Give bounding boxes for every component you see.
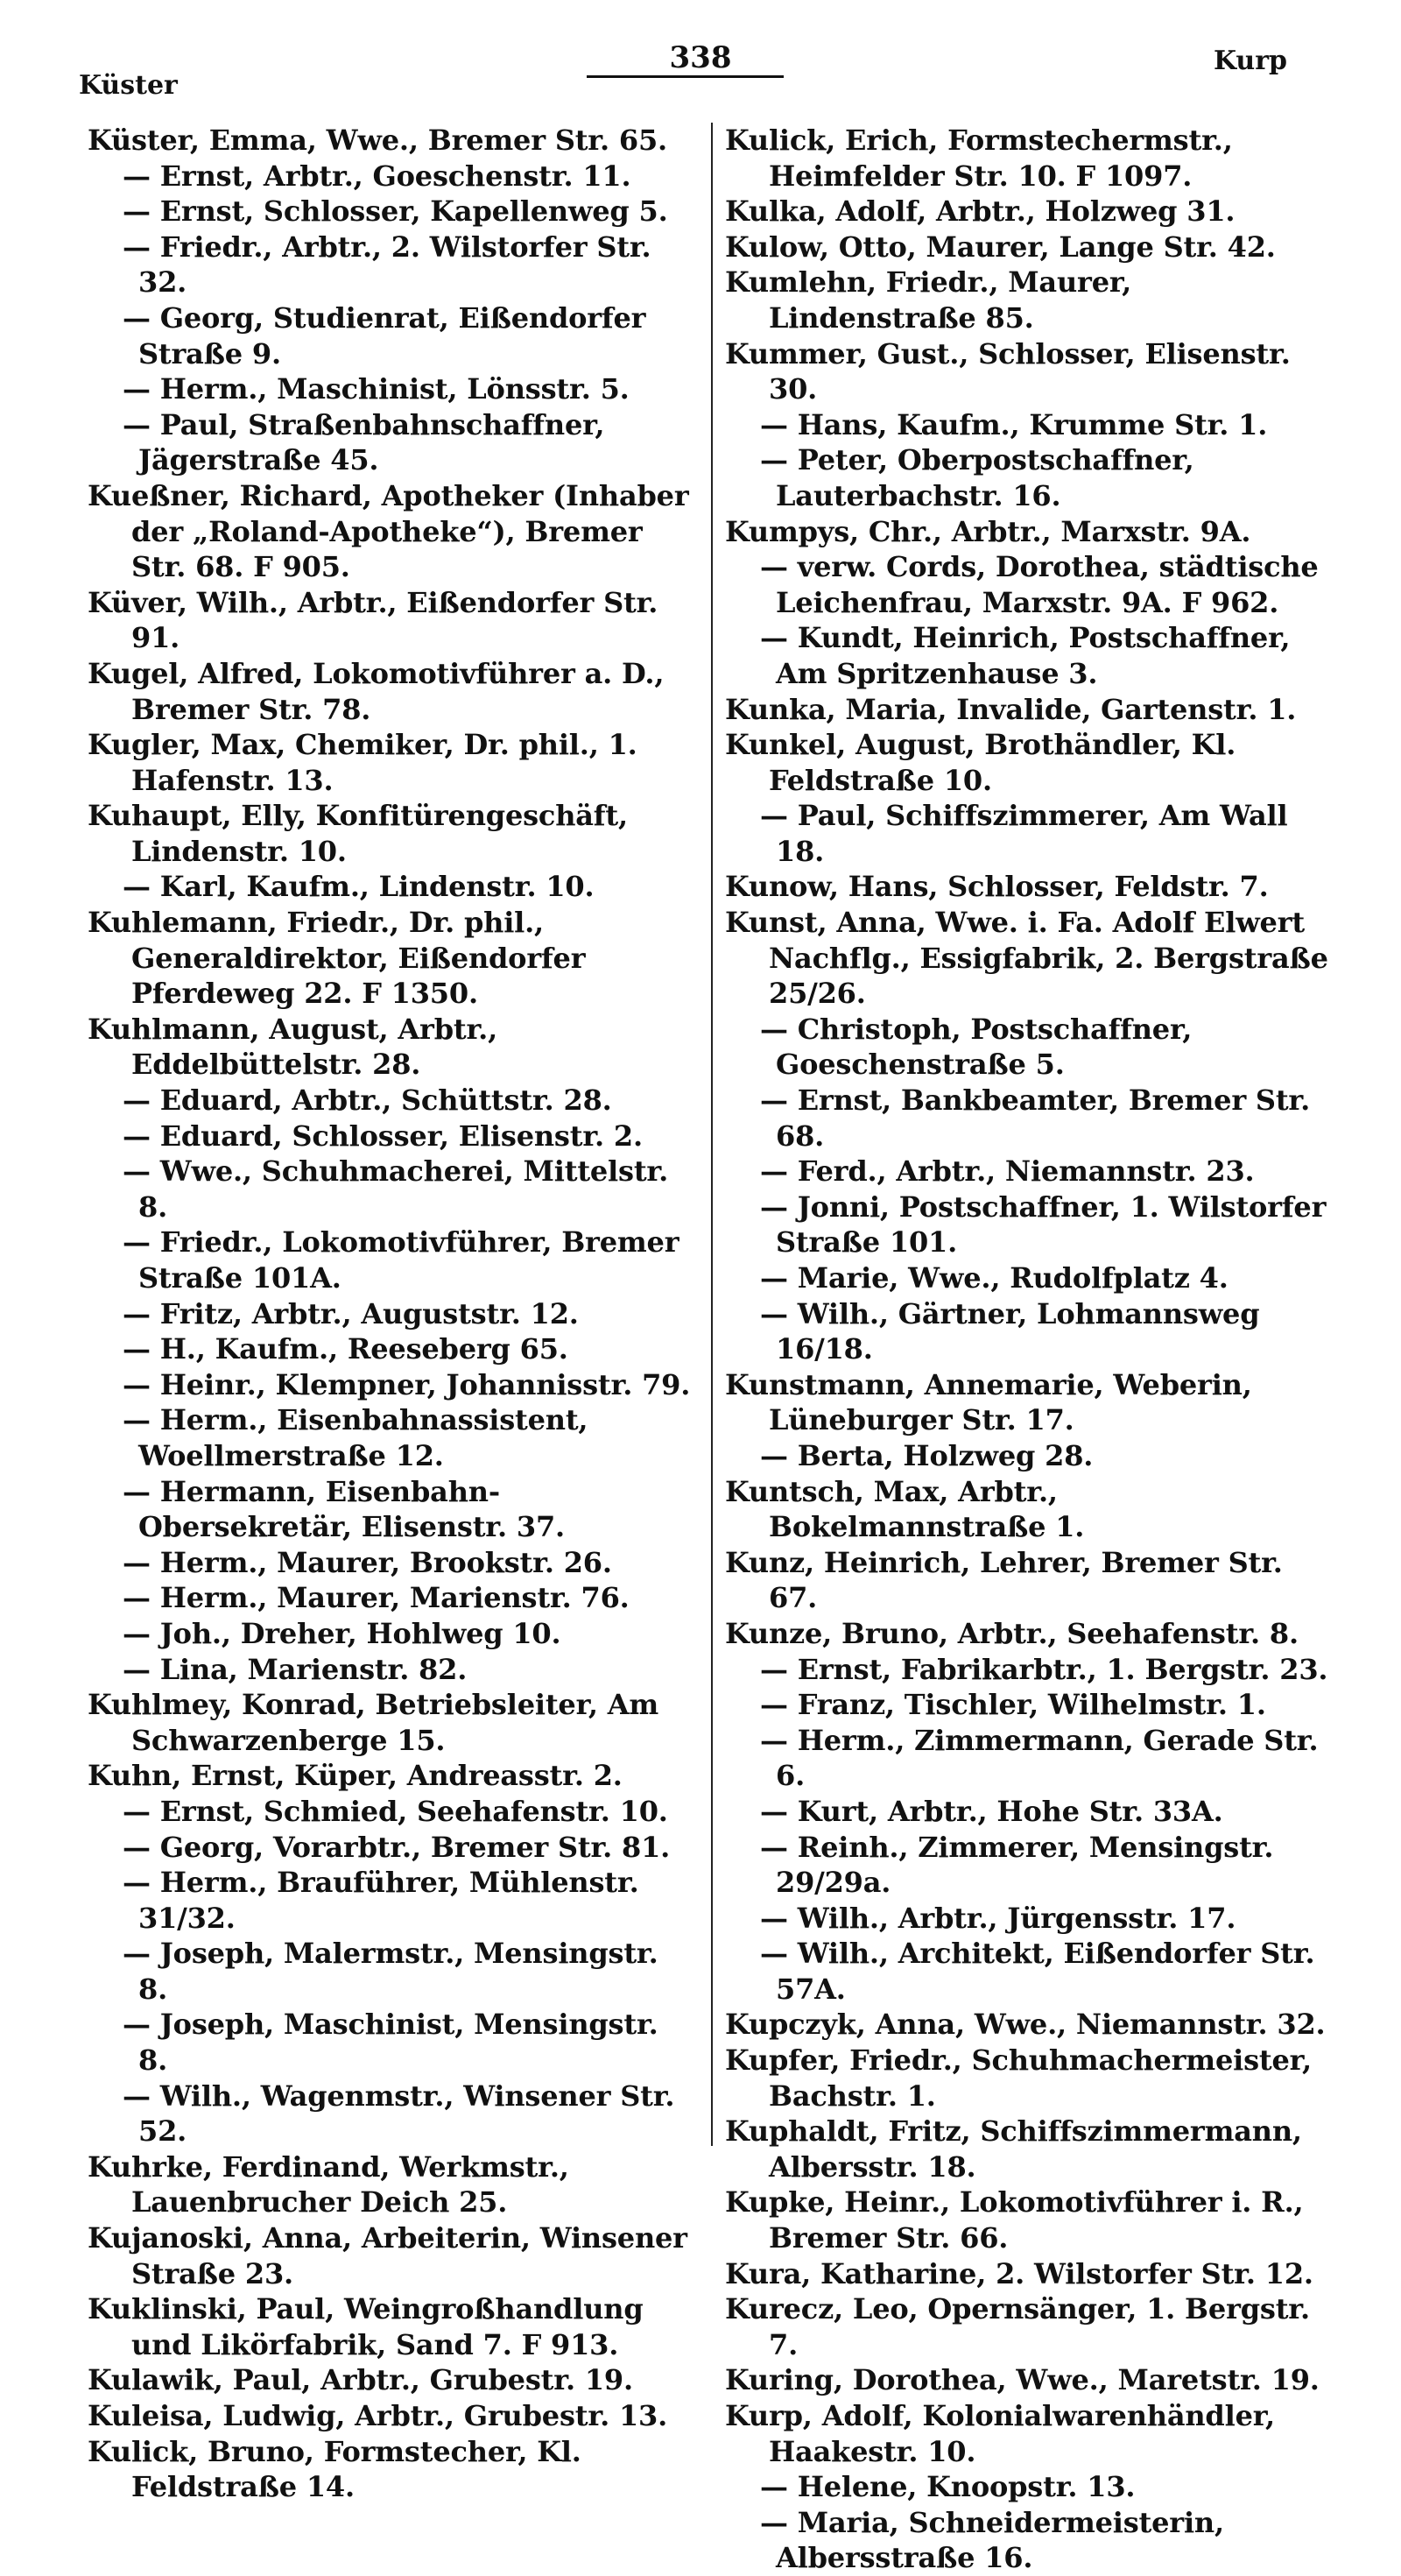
directory-entry: — Wwe., Schuhmacherei, Mittelstr. 8. — [123, 1154, 669, 1224]
right-column — [725, 123, 1329, 2576]
directory-entry: — Friedr., Lokomotivführer, Bremer Straße 101A. — [123, 1225, 679, 1295]
directory-entry: Kura, Katharine, 2. Wilstorfer Str. 12. — [725, 2256, 1313, 2290]
directory-entry: Kugel, Alfred, Lokomotivführer a. D., Bremer Str. 78. — [88, 656, 665, 726]
directory-entry: Kunkel, August, Brothändler, Kl. Feldstraße 10. — [725, 728, 1236, 797]
directory-entry: Kunka, Maria, Invalide, Gartenstr. 1. — [725, 692, 1297, 726]
directory-entry: — Kundt, Heinrich, Postschaffner, Am Spritzenhause 3. — [760, 621, 1291, 690]
directory-entry: — Christoph, Postschaffner, Goeschenstraße 5. — [760, 1012, 1193, 1082]
directory-entry: Kulick, Bruno, Formstecher, Kl. Feldstraße 14. — [88, 2434, 581, 2504]
running-head-right: Kurp — [1213, 46, 1287, 76]
directory-entry: Küver, Wilh., Arbtr., Eißendorfer Str. 91. — [88, 585, 658, 655]
directory-entry: — Hans, Kaufm., Krumme Str. 1. — [760, 407, 1268, 441]
page-number-rule — [587, 75, 784, 78]
directory-entry: — Herm., Brauführer, Mühlenstr. 31/32. — [123, 1866, 639, 1935]
directory-entry: Kuphaldt, Fritz, Schiffszimmermann, Albersstr. 18. — [725, 2114, 1302, 2184]
directory-entry: Kulow, Otto, Maurer, Lange Str. 42. — [725, 229, 1276, 264]
directory-entry: — Helene, Knoopstr. 13. — [760, 2470, 1136, 2504]
directory-entry: — Herm., Maschinist, Lönsstr. 5. — [123, 372, 630, 406]
directory-entry: — Friedr., Arbtr., 2. Wilstorfer Str. 32. — [123, 229, 651, 300]
page-number: 338 — [669, 40, 732, 75]
directory-entry: Kulka, Adolf, Arbtr., Holzweg 31. — [725, 194, 1236, 229]
directory-entry: — Ernst, Schmied, Seehafenstr. 10. — [123, 1794, 668, 1828]
directory-entry: — Ferd., Arbtr., Niemannstr. 23. — [760, 1154, 1255, 1189]
directory-entry: Kuhrke, Ferdinand, Werkmstr., Lauenbrucher Deich 25. — [88, 2149, 569, 2220]
directory-entry: — Heinr., Klempner, Johannisstr. 79. — [123, 1367, 691, 1401]
directory-entry: — Jonni, Postschaffner, 1. Wilstorfer Straße 101. — [760, 1189, 1327, 1260]
directory-entry: — Wilh., Arbtr., Jürgensstr. 17. — [760, 1901, 1236, 1935]
directory-entry: Kunstmann, Annemarie, Weberin, Lüneburger Str. 17. — [725, 1367, 1252, 1437]
directory-entry: — Ernst, Fabrikarbtr., 1. Bergstr. 23. — [760, 1652, 1328, 1686]
directory-entry: Kupczyk, Anna, Wwe., Niemannstr. 32. — [725, 2008, 1326, 2042]
directory-entry: — Ernst, Schlosser, Kapellenweg 5. — [123, 194, 668, 229]
directory-entry: Kuhlmey, Konrad, Betriebsleiter, Am Schwarzenberge 15. — [88, 1688, 659, 1757]
directory-entry: — Herm., Eisenbahnassistent, Woellmerstraße 12. — [123, 1403, 588, 1472]
directory-entry: — Georg, Studienrat, Eißendorfer Straße 9. — [123, 300, 646, 371]
directory-entry: — Marie, Wwe., Rudolfplatz 4. — [760, 1261, 1229, 1295]
directory-entry: — Paul, Straßenbahnschaffner, Jägerstraße 45. — [123, 407, 605, 477]
left-column — [88, 123, 692, 2505]
directory-entry: — verw. Cords, Dorothea, städtische Leichenfrau, Marxstr. 9A. F 962. — [760, 550, 1319, 619]
directory-entry: Kumlehn, Friedr., Maurer, Lindenstraße 85. — [725, 265, 1132, 335]
directory-entry: Küster, Emma, Wwe., Bremer Str. 65. — [88, 124, 667, 157]
directory-entry: Kunst, Anna, Wwe. i. Fa. Adolf Elwert Nachflg., Essigfabrik, 2. Bergstraße 25/26. — [725, 906, 1328, 1011]
directory-entry: — Herm., Zimmermann, Gerade Str. 6. — [760, 1723, 1319, 1793]
directory-entry: Kujanoski, Anna, Arbeiterin, Winsener Straße 23. — [88, 2221, 687, 2290]
directory-entry: Kumpys, Chr., Arbtr., Marxstr. 9A. — [725, 514, 1251, 548]
directory-entry: Kuhlmann, August, Arbtr., Eddelbüttelstr. 28. — [88, 1012, 498, 1082]
directory-entry: Kummer, Gust., Schlosser, Elisenstr. 30. — [725, 336, 1291, 406]
directory-entry: Kunow, Hans, Schlosser, Feldstr. 7. — [725, 870, 1269, 904]
directory-entry: — Joseph, Maschinist, Mensingstr. 8. — [123, 2008, 658, 2078]
directory-entry: — Fritz, Arbtr., Auguststr. 12. — [123, 1296, 579, 1330]
directory-entry: — Peter, Oberpostschaffner, Lauterbachstr. 16. — [760, 443, 1194, 512]
directory-entry: — Wilh., Architekt, Eißendorfer Str. 57A. — [760, 1937, 1315, 2006]
directory-entry: — Georg, Vorarbtr., Bremer Str. 81. — [123, 1830, 671, 1864]
directory-entry: Kupke, Heinr., Lokomotivführer i. R., Bremer Str. 66. — [725, 2185, 1304, 2255]
directory-entry: Kurecz, Leo, Opernsänger, 1. Bergstr. 7. — [725, 2292, 1310, 2361]
directory-entry: — Joh., Dreher, Hohlweg 10. — [123, 1616, 561, 1650]
directory-entry: Kuhn, Ernst, Küper, Andreasstr. 2. — [88, 1759, 623, 1793]
directory-entry: — Eduard, Arbtr., Schüttstr. 28. — [123, 1083, 612, 1118]
directory-entry: — Kurt, Arbtr., Hohe Str. 33A. — [760, 1794, 1223, 1828]
running-head-left: Küster — [79, 70, 178, 101]
directory-entry: — Eduard, Schlosser, Elisenstr. 2. — [123, 1119, 643, 1153]
directory-entry: — Herm., Maurer, Brookstr. 26. — [123, 1545, 612, 1579]
directory-entry: Kugler, Max, Chemiker, Dr. phil., 1. Hafenstr. 13. — [88, 728, 637, 797]
directory-entry: Kupfer, Friedr., Schuhmachermeister, Bachstr. 1. — [725, 2043, 1312, 2113]
directory-entry: Kuring, Dorothea, Wwe., Maretstr. 19. — [725, 2363, 1320, 2397]
directory-entry: Kuhlemann, Friedr., Dr. phil., Generaldirektor, Eißendorfer Pferdeweg 22. F 1350. — [88, 906, 586, 1011]
directory-entry: — Franz, Tischler, Wilhelmstr. 1. — [760, 1688, 1266, 1722]
directory-entry: Kunze, Bruno, Arbtr., Seehafenstr. 8. — [725, 1616, 1299, 1650]
directory-entry: Kunz, Heinrich, Lehrer, Bremer Str. 67. — [725, 1545, 1283, 1615]
directory-entry: — Reinh., Zimmerer, Mensingstr. 29/29a. — [760, 1830, 1274, 1900]
directory-entry: — H., Kaufm., Reeseberg 65. — [123, 1332, 568, 1366]
directory-entry: — Wilh., Gärtner, Lohmannsweg 16/18. — [760, 1296, 1260, 1366]
directory-entry: Kulawik, Paul, Arbtr., Grubestr. 19. — [88, 2363, 633, 2397]
directory-entry: — Ernst, Bankbeamter, Bremer Str. 68. — [760, 1083, 1311, 1153]
column-divider — [711, 123, 713, 2146]
directory-entry: Kuntsch, Max, Arbtr., Bokelmannstraße 1. — [725, 1474, 1085, 1544]
directory-entry: — Hermann, Eisenbahn-Obersekretär, Elisenstr. 37. — [123, 1474, 565, 1544]
directory-entry: — Karl, Kaufm., Lindenstr. 10. — [123, 870, 595, 904]
directory-entry: — Herm., Maurer, Marienstr. 76. — [123, 1581, 630, 1615]
directory-entry: — Ernst, Arbtr., Goeschenstr. 11. — [123, 159, 631, 193]
directory-entry: — Joseph, Malermstr., Mensingstr. 8. — [123, 1937, 658, 2006]
directory-entry: — Wilh., Wagenmstr., Winsener Str. 52. — [123, 2078, 675, 2149]
directory-entry: Kurp, Adolf, Kolonialwarenhändler, Haakestr. 10. — [725, 2399, 1275, 2468]
directory-entry: Kuleisa, Ludwig, Arbtr., Grubestr. 13. — [88, 2399, 668, 2432]
directory-entry: Kueßner, Richard, Apotheker (Inhaber der „Roland-Apotheke“), Bremer Str. 68. F 905. — [88, 478, 689, 584]
directory-entry: Kuhaupt, Elly, Konfitürengeschäft, Lindenstr. 10. — [88, 799, 628, 868]
directory-entry: — Paul, Schiffszimmerer, Am Wall 18. — [760, 799, 1288, 868]
directory-entry: Kuklinski, Paul, Weingroßhandlung und Likörfabrik, Sand 7. F 913. — [88, 2292, 644, 2361]
directory-entry: — Maria, Schneidermeisterin, Albersstraße 16. — [760, 2505, 1224, 2575]
directory-entry: — Berta, Holzweg 28. — [760, 1438, 1094, 1472]
directory-entry: — Lina, Marienstr. 82. — [123, 1652, 468, 1686]
directory-entry: Kulick, Erich, Formstechermstr., Heimfelder Str. 10. F 1097. — [725, 124, 1233, 193]
